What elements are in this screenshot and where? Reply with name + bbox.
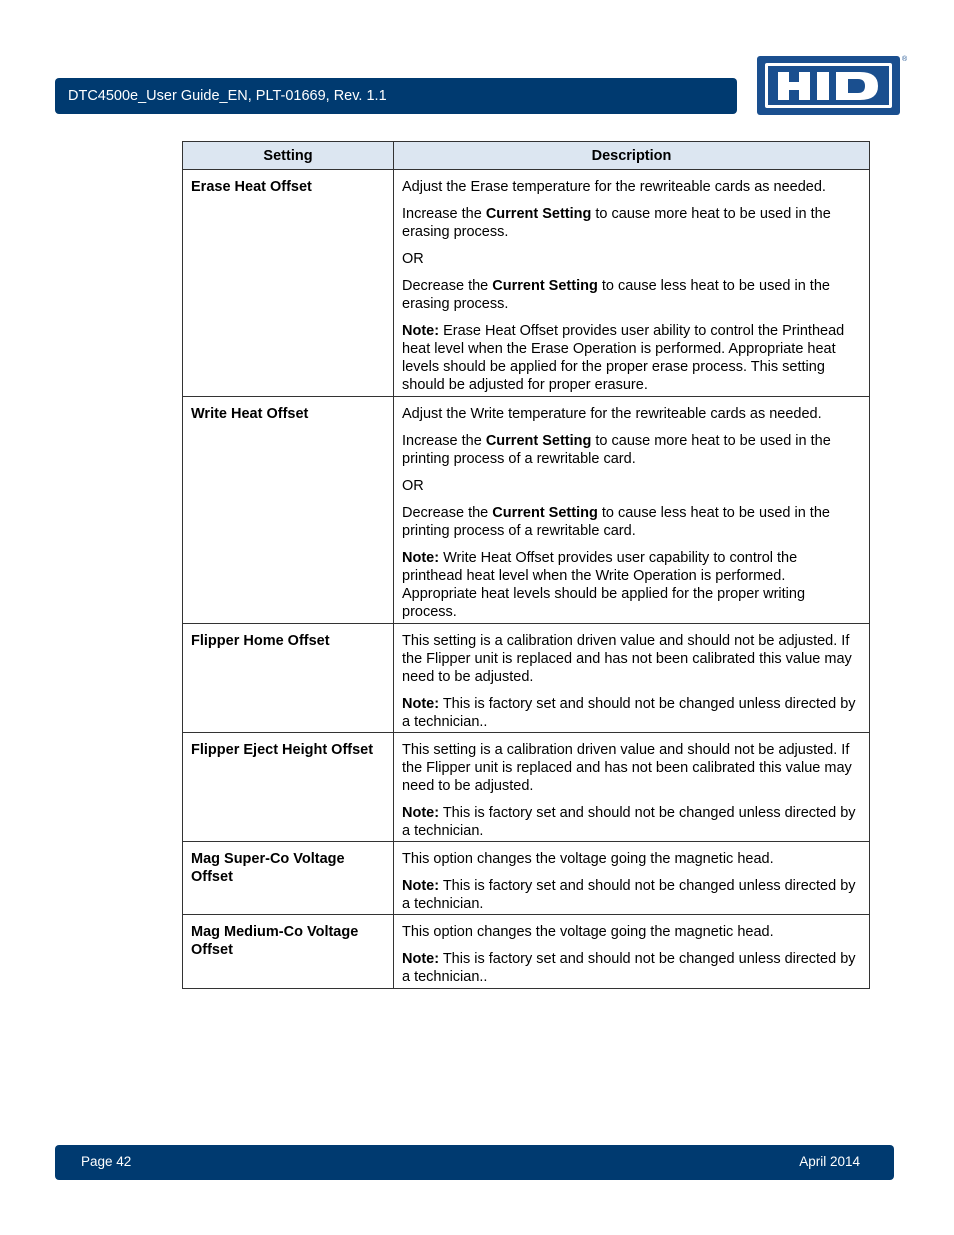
description-paragraph <box>402 549 861 621</box>
description-paragraph: Adjust the Write temperature for the rewriteable cards as needed. <box>402 406 822 422</box>
description-emphasis: Note: <box>402 696 440 712</box>
description-text: This is factory set and should not be changed unless directed by a technician. <box>402 805 856 839</box>
setting-description <box>394 842 870 915</box>
description-text: to cause less heat to be used in the erasing process. <box>402 278 830 312</box>
description-text: to cause less heat to be used in the printing process of a rewritable card. <box>402 505 830 539</box>
hid-logo-lettering <box>774 69 884 103</box>
description-text: Decrease the <box>402 278 493 294</box>
publication-date: April 2014 <box>799 1154 860 1169</box>
description-paragraph: Adjust the Erase temperature for the rewriteable cards as needed. <box>402 179 826 195</box>
description-paragraph: This option changes the voltage going the magnetic head. <box>402 851 774 867</box>
description-text: Write Heat Offset provides user capability to control the printhead heat level when the Write Operation is performed. Appropriate heat levels should be applied for the proper writing process. <box>402 550 806 620</box>
description-paragraph <box>402 695 861 731</box>
description-emphasis: Current Setting <box>492 505 598 521</box>
description-emphasis: Current Setting <box>492 278 598 294</box>
page-number: Page 42 <box>81 1154 132 1169</box>
hid-logo <box>757 56 900 115</box>
setting-name: Write Heat Offset <box>183 397 394 624</box>
description-paragraph: This setting is a calibration driven value and should not be adjusted. If the Flipper unit is replaced and has not been calibrated this value may need to be adjusted. <box>402 742 852 794</box>
description-emphasis: Current Setting <box>485 206 592 222</box>
table-row <box>183 624 870 733</box>
setting-description <box>394 733 870 842</box>
description-text: Increase the <box>402 433 486 449</box>
description-text: Increase the <box>402 206 486 222</box>
table-body <box>183 170 870 989</box>
footer-bar <box>55 1145 894 1180</box>
description-text: to cause more heat to be used in the erasing process. <box>402 206 831 240</box>
table-row <box>183 397 870 624</box>
description-paragraph <box>402 277 861 313</box>
document-title: DTC4500e_User Guide_EN, PLT-01669, Rev. 1.1 <box>68 88 387 104</box>
description-emphasis: Current Setting <box>485 433 592 449</box>
description-text: This is factory set and should not be changed unless directed by a technician.. <box>402 696 856 730</box>
registered-mark: ® <box>902 56 908 63</box>
description-paragraph: This option changes the voltage going the magnetic head. <box>402 924 774 940</box>
description-emphasis: Note: <box>402 878 440 894</box>
description-text: This is factory set and should not be changed unless directed by a technician.. <box>402 951 856 985</box>
description-emphasis: Note: <box>402 805 440 821</box>
description-paragraph <box>402 950 861 986</box>
description-text: to cause more heat to be used in the printing process of a rewritable card. <box>402 433 831 467</box>
description-paragraph <box>402 205 861 241</box>
column-header-description: Description <box>394 142 870 170</box>
description-paragraph: OR <box>402 251 424 267</box>
setting-description <box>394 397 870 624</box>
description-emphasis: Note: <box>402 323 440 339</box>
settings-table <box>182 141 870 989</box>
setting-description <box>394 915 870 989</box>
setting-description <box>394 170 870 397</box>
description-text: This is factory set and should not be changed unless directed by a technician. <box>402 878 856 912</box>
header-bar <box>55 78 737 114</box>
description-paragraph <box>402 322 861 394</box>
description-paragraph <box>402 804 861 840</box>
setting-name: Mag Medium-Co Voltage Offset <box>183 915 394 989</box>
table-row <box>183 842 870 915</box>
description-paragraph <box>402 504 861 540</box>
description-text: Erase Heat Offset provides user ability to control the Printhead heat level when the Erase Operation is performed. Appropriate heat levels should be applied for the proper erase process. This setting should be adjusted for proper erasure. <box>402 323 845 393</box>
setting-name: Mag Super-Co Voltage Offset <box>183 842 394 915</box>
setting-name: Erase Heat Offset <box>183 170 394 397</box>
setting-name: Flipper Home Offset <box>183 624 394 733</box>
description-paragraph <box>402 432 861 468</box>
description-emphasis: Note: <box>402 550 440 566</box>
description-paragraph: OR <box>402 478 424 494</box>
table-header-row <box>183 142 870 170</box>
description-paragraph <box>402 877 861 913</box>
description-emphasis: Note: <box>402 951 440 967</box>
description-text: Decrease the <box>402 505 493 521</box>
table-row <box>183 170 870 397</box>
setting-name: Flipper Eject Height Offset <box>183 733 394 842</box>
setting-description <box>394 624 870 733</box>
description-paragraph: This setting is a calibration driven value and should not be adjusted. If the Flipper unit is replaced and has not been calibrated this value may need to be adjusted. <box>402 633 852 685</box>
table-row <box>183 733 870 842</box>
hid-logo-frame <box>765 63 892 108</box>
table-row <box>183 915 870 989</box>
column-header-setting: Setting <box>183 142 394 170</box>
